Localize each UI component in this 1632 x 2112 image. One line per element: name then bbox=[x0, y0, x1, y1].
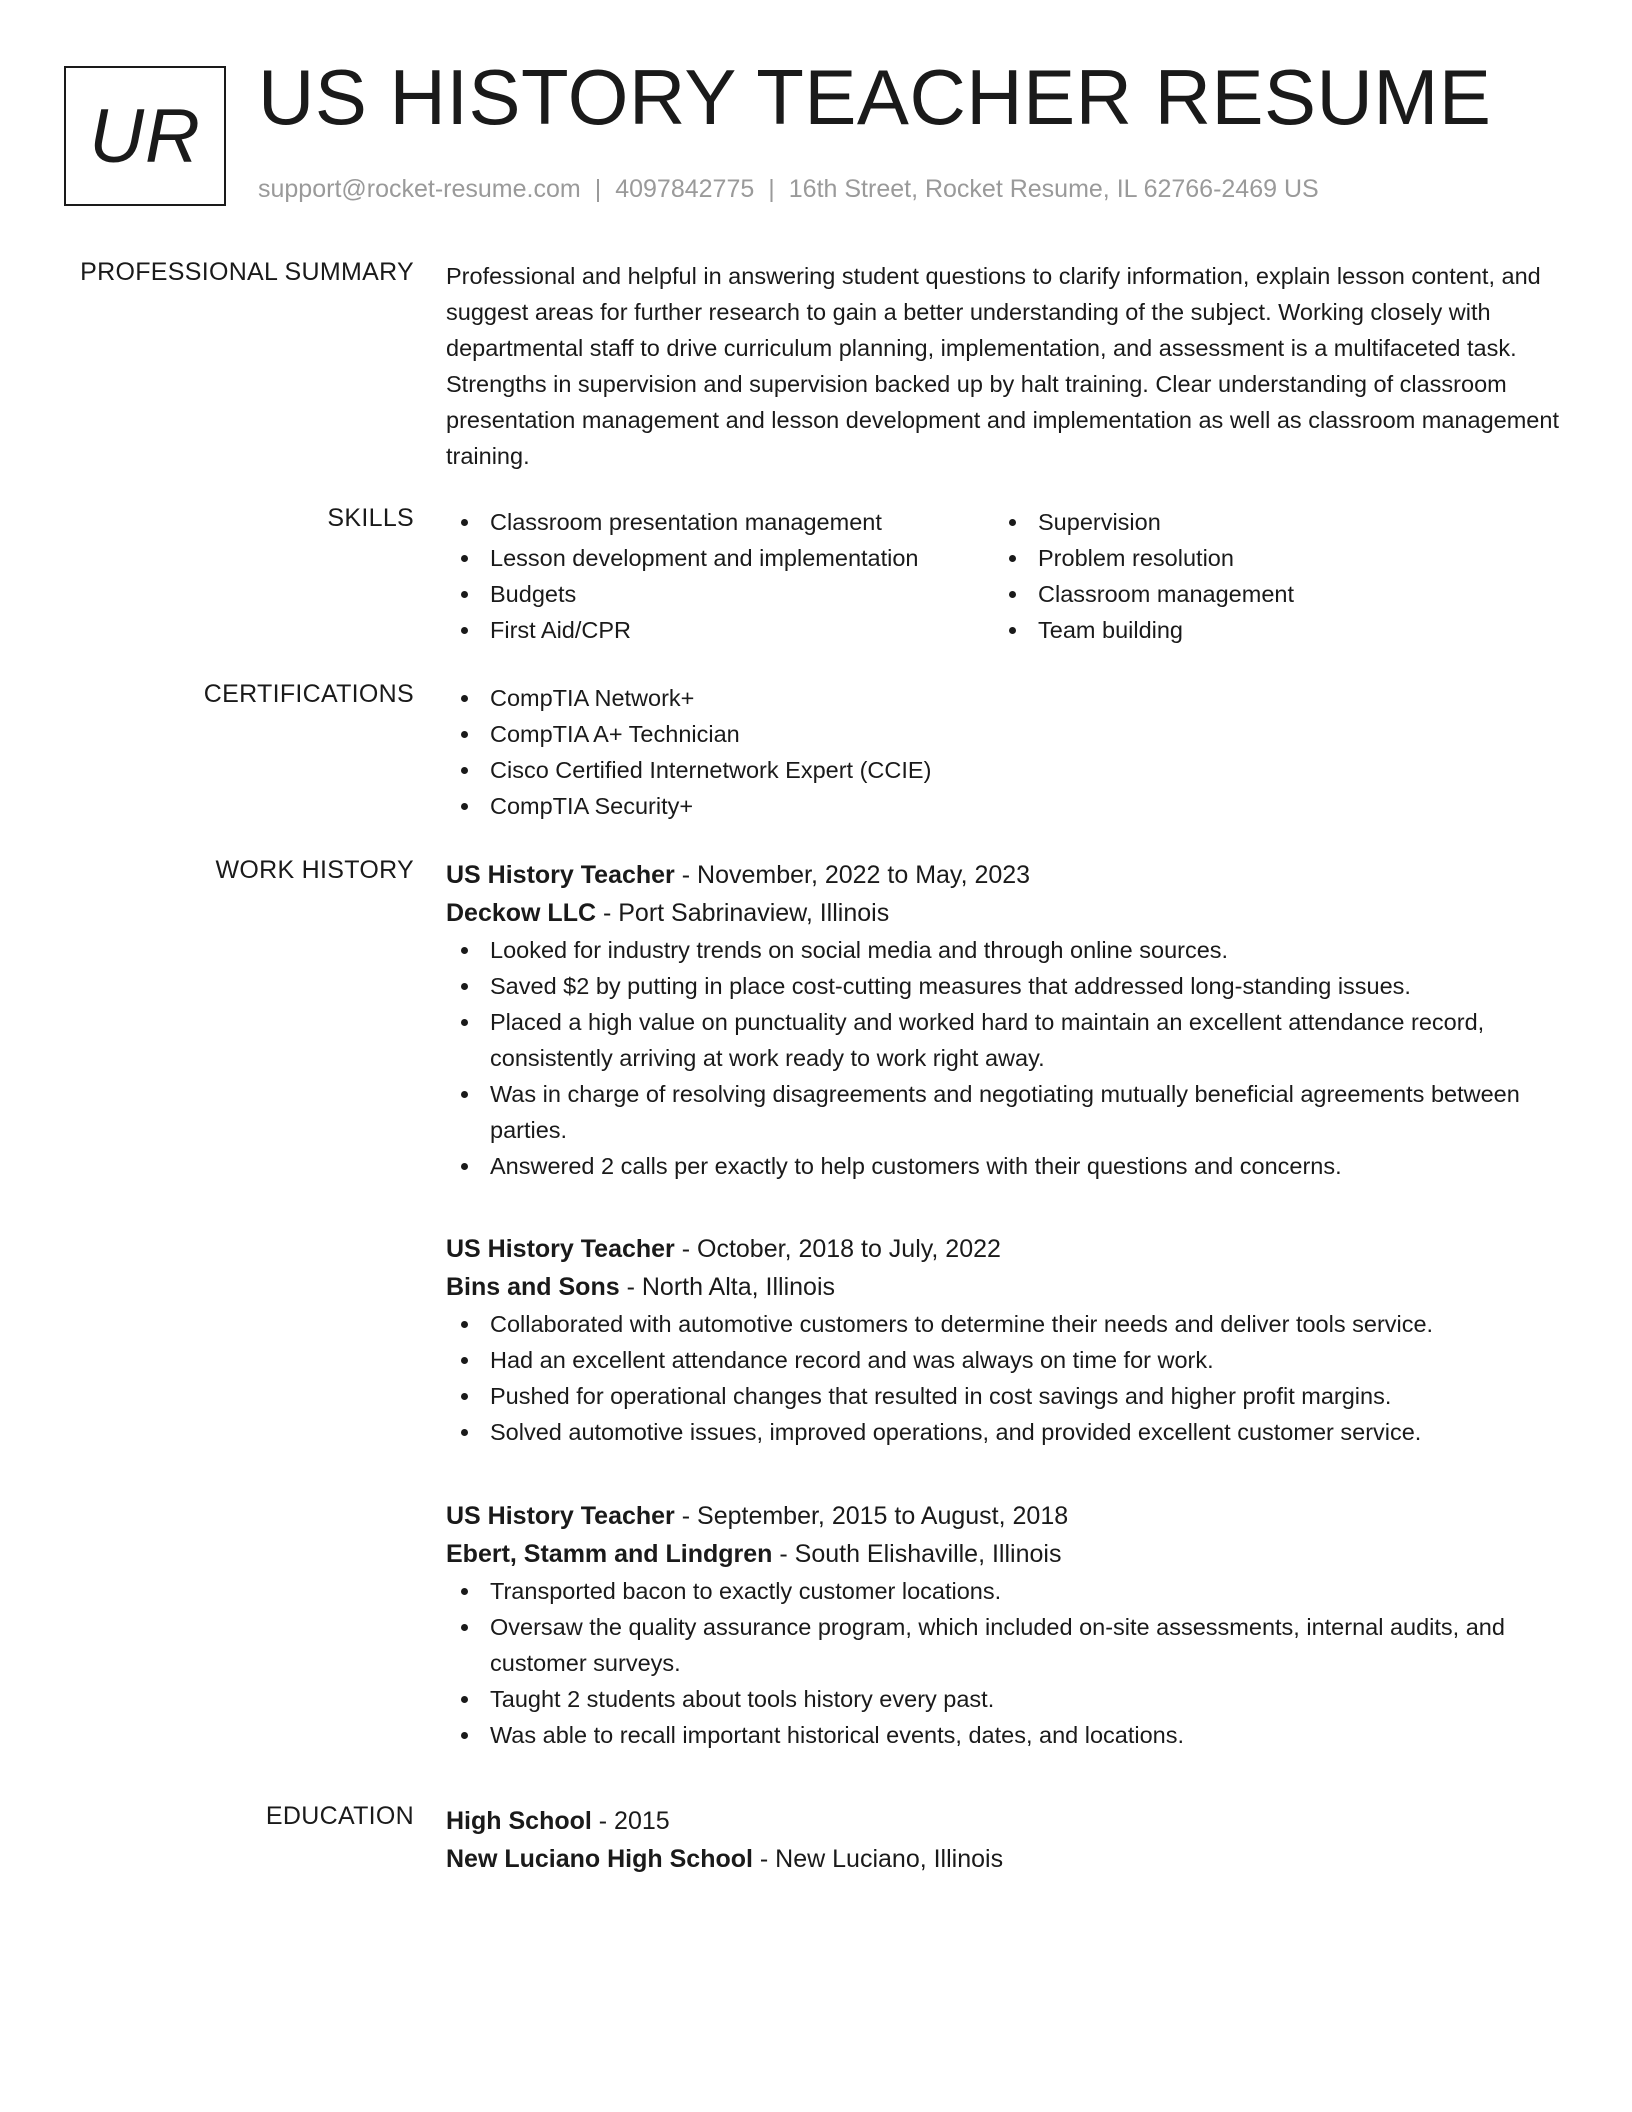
job-company-line bbox=[446, 1535, 1562, 1573]
section-label-skills: SKILLS bbox=[327, 504, 414, 532]
section-label-certifications: CERTIFICATIONS bbox=[203, 680, 414, 708]
section-body-education bbox=[446, 1802, 1562, 1878]
job-title-line bbox=[446, 1497, 1562, 1535]
education-location: - New Luciano, Illinois bbox=[752, 1845, 1004, 1873]
education-school: New Luciano High School bbox=[446, 1845, 753, 1873]
job-title-line bbox=[446, 1230, 1562, 1268]
job-duty: Taught 2 students about tools history every past. bbox=[446, 1681, 1562, 1717]
job-entry bbox=[446, 1230, 1562, 1450]
job-dates: - October, 2018 to July, 2022 bbox=[674, 1235, 1001, 1263]
job-duty: Answered 2 calls per exactly to help customers with their questions and concerns. bbox=[446, 1148, 1562, 1184]
certification-item: CompTIA A+ Technician bbox=[446, 716, 1562, 752]
contact-address: 16th Street, Rocket Resume, IL 62766-2469 US bbox=[788, 175, 1319, 203]
monogram-initials: UR bbox=[89, 93, 201, 179]
skill-item: First Aid/CPR bbox=[446, 612, 994, 648]
section-label-education: EDUCATION bbox=[265, 1802, 414, 1830]
section-body-work-3 bbox=[446, 1497, 1562, 1753]
skill-item: Classroom presentation management bbox=[446, 504, 994, 540]
skill-item: Problem resolution bbox=[994, 540, 1494, 576]
job-duty: Was in charge of resolving disagreements and negotiating mutually beneficial agreements between parties. bbox=[446, 1076, 1562, 1148]
job-duty: Was able to recall important historical events, dates, and locations. bbox=[446, 1717, 1562, 1753]
job-duties-list bbox=[446, 1573, 1562, 1753]
certification-item: Cisco Certified Internetwork Expert (CCIE) bbox=[446, 752, 1562, 788]
summary-text: Professional and helpful in answering student questions to clarify information, explain lesson content, and suggest areas for further research to gain a better understanding of the subject. Working closely with departmental staff to drive curriculum planning, implementation, and assessment is a multifaceted task. Strengths in supervision and supervision backed up by halt training. Clear understanding of classroom presentation management and lesson development and implementation as well as classroom management training. bbox=[446, 263, 1559, 469]
education-degree: High School bbox=[446, 1807, 592, 1835]
education-degree-line bbox=[446, 1802, 1562, 1840]
job-location: - North Alta, Illinois bbox=[619, 1273, 835, 1301]
job-title: US History Teacher bbox=[446, 861, 675, 889]
job-dates: - September, 2015 to August, 2018 bbox=[674, 1502, 1069, 1530]
skill-item: Budgets bbox=[446, 576, 994, 612]
skills-columns bbox=[446, 504, 1562, 648]
certification-item: CompTIA Security+ bbox=[446, 788, 1562, 824]
job-company: Bins and Sons bbox=[446, 1273, 620, 1301]
job-location: - South Elishaville, Illinois bbox=[772, 1540, 1062, 1568]
job-company: Deckow LLC bbox=[446, 899, 597, 927]
job-title-line bbox=[446, 856, 1562, 894]
job-duty: Placed a high value on punctuality and worked hard to maintain an excellent attendance record, consistently arriving at work ready to work right away. bbox=[446, 1004, 1562, 1076]
job-location: - Port Sabrinaview, Illinois bbox=[596, 899, 890, 927]
section-label-work: WORK HISTORY bbox=[215, 856, 414, 884]
job-title: US History Teacher bbox=[446, 1502, 675, 1530]
contact-separator: | bbox=[594, 175, 602, 203]
section-body-work bbox=[446, 856, 1562, 1184]
skills-column-right bbox=[994, 504, 1494, 648]
job-duty: Solved automotive issues, improved operations, and provided excellent customer service. bbox=[446, 1414, 1562, 1450]
contact-line bbox=[258, 175, 1319, 204]
section-label-summary: PROFESSIONAL SUMMARY bbox=[80, 258, 414, 286]
job-dates: - November, 2022 to May, 2023 bbox=[674, 861, 1031, 889]
job-company: Ebert, Stamm and Lindgren bbox=[446, 1540, 773, 1568]
job-entry bbox=[446, 856, 1562, 1184]
contact-email[interactable]: support@rocket-resume.com bbox=[258, 175, 581, 203]
section-body-work-2 bbox=[446, 1230, 1562, 1450]
job-duty: Saved $2 by putting in place cost-cutting measures that addressed long-standing issues. bbox=[446, 968, 1562, 1004]
section-body-certifications bbox=[446, 680, 1562, 824]
education-school-line bbox=[446, 1840, 1562, 1878]
certifications-list bbox=[446, 680, 1562, 824]
job-title: US History Teacher bbox=[446, 1235, 675, 1263]
skill-item: Classroom management bbox=[994, 576, 1494, 612]
job-entry bbox=[446, 1497, 1562, 1753]
contact-phone[interactable]: 4097842775 bbox=[615, 175, 755, 203]
job-company-line bbox=[446, 1268, 1562, 1306]
skills-column-left bbox=[446, 504, 994, 648]
monogram-box bbox=[64, 66, 226, 206]
job-duty: Looked for industry trends on social media and through online sources. bbox=[446, 932, 1562, 968]
job-duty: Oversaw the quality assurance program, which included on-site assessments, internal audits, and customer surveys. bbox=[446, 1609, 1562, 1681]
skill-item: Team building bbox=[994, 612, 1494, 648]
contact-separator: | bbox=[768, 175, 775, 203]
resume-title: US HISTORY TEACHER RESUME bbox=[258, 53, 1492, 141]
job-duty: Collaborated with automotive customers to determine their needs and deliver tools service. bbox=[446, 1306, 1562, 1342]
skill-item: Supervision bbox=[994, 504, 1494, 540]
skill-item: Lesson development and implementation bbox=[446, 540, 994, 576]
education-year: - 2015 bbox=[591, 1807, 670, 1835]
section-body-summary bbox=[446, 258, 1562, 474]
certification-item: CompTIA Network+ bbox=[446, 680, 1562, 716]
job-duties-list bbox=[446, 1306, 1562, 1450]
job-duty: Pushed for operational changes that resulted in cost savings and higher profit margins. bbox=[446, 1378, 1562, 1414]
job-company-line bbox=[446, 894, 1562, 932]
job-duty: Had an excellent attendance record and was always on time for work. bbox=[446, 1342, 1562, 1378]
job-duties-list bbox=[446, 932, 1562, 1184]
job-duty: Transported bacon to exactly customer locations. bbox=[446, 1573, 1562, 1609]
